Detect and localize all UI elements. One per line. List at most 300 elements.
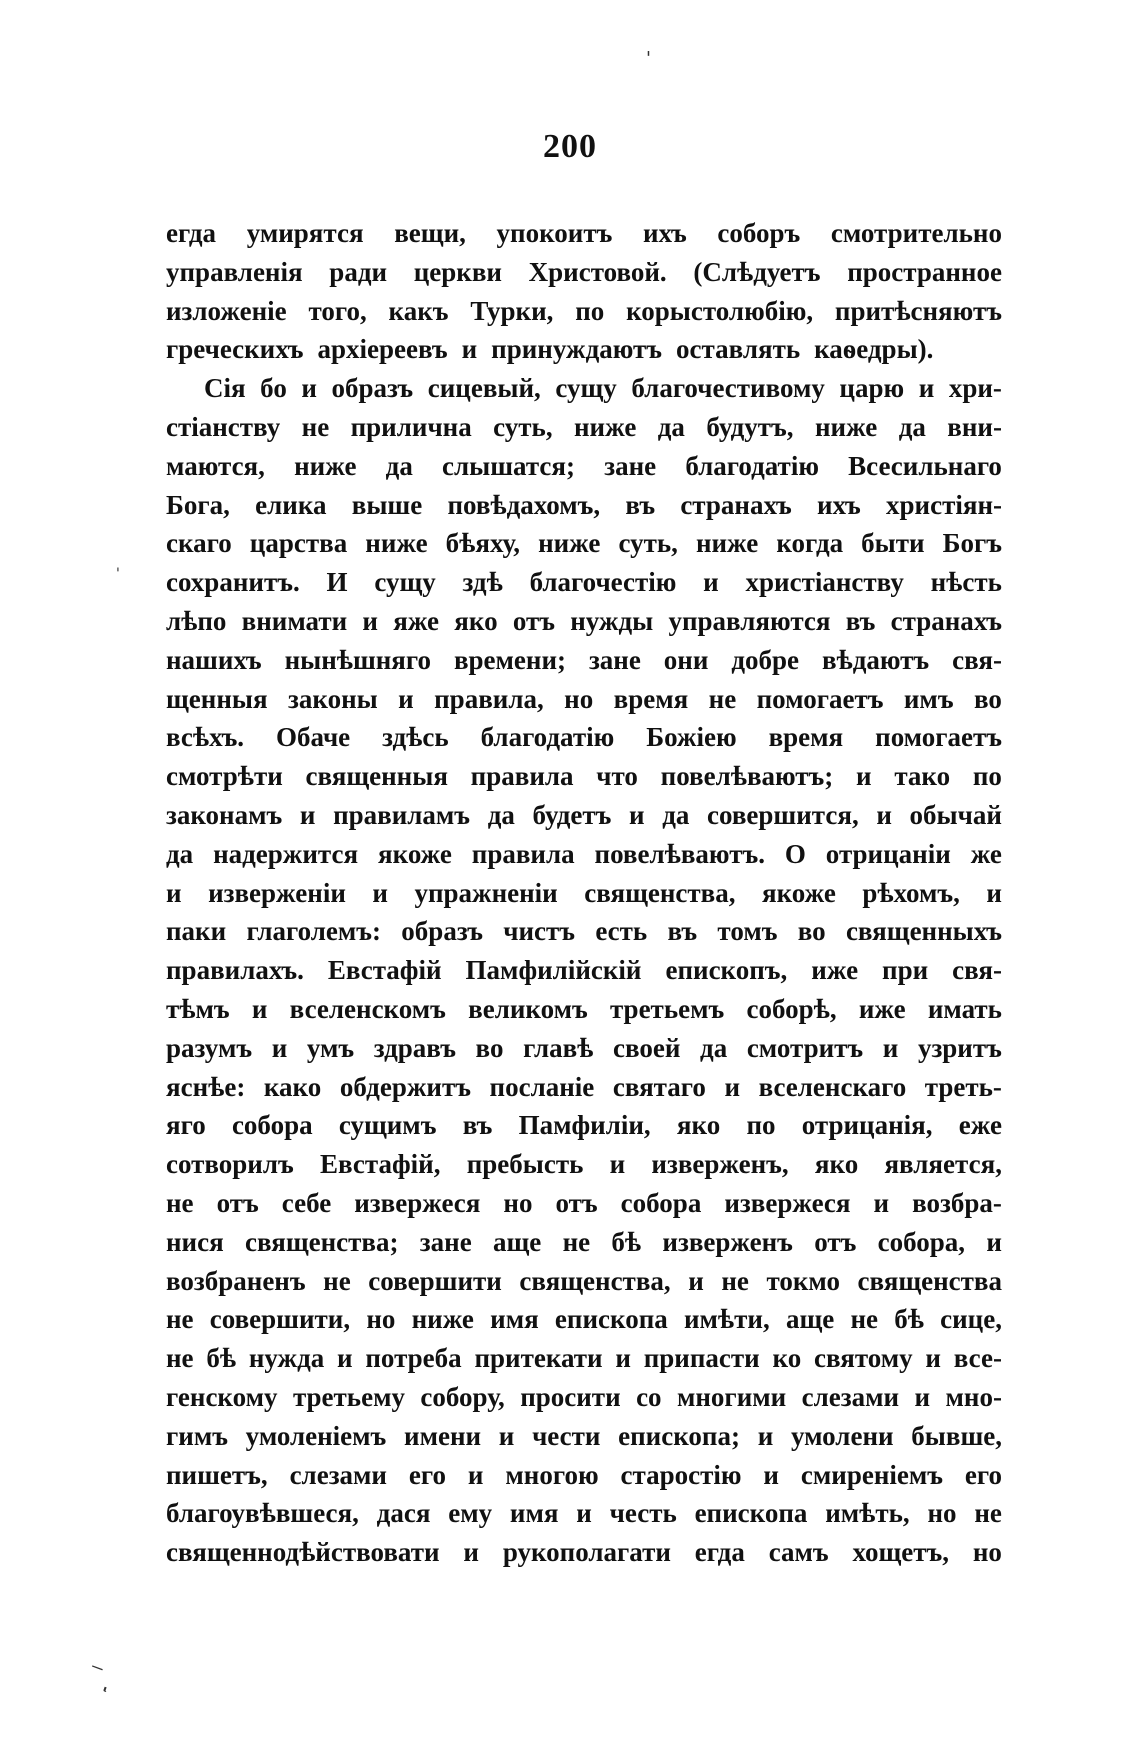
word: паки <box>166 916 227 947</box>
word: да <box>487 799 515 830</box>
word: да <box>657 411 685 442</box>
word: святому <box>814 1343 913 1374</box>
text-line <box>166 645 1002 684</box>
word: соборѣ, <box>746 993 837 1024</box>
word: нынѣшняго <box>284 644 432 675</box>
word: не <box>562 1226 591 1257</box>
word: Турки, <box>470 295 554 326</box>
word: и <box>986 877 1002 908</box>
word: сущу <box>374 567 436 598</box>
word: аще <box>785 1304 835 1335</box>
word: его <box>964 1459 1002 1490</box>
word: обычай <box>909 799 1002 830</box>
word: они <box>663 644 709 675</box>
text-line <box>166 296 1002 335</box>
word: якоже <box>378 838 452 869</box>
word: благочестивому <box>631 373 825 404</box>
word: прилична <box>350 411 472 442</box>
word: лѣпо <box>166 605 227 636</box>
word: во <box>974 683 1002 714</box>
text-line <box>166 1149 1002 1188</box>
word: помогаетъ <box>875 722 1002 753</box>
word: священнодѣйствовати <box>166 1537 440 1568</box>
word: генскому <box>166 1381 278 1412</box>
word: епископа <box>694 1498 808 1529</box>
word: и <box>463 1537 479 1568</box>
word: время <box>613 683 689 714</box>
word: совершити <box>368 1265 502 1296</box>
word: отъ <box>555 1187 598 1218</box>
word: Памфилійскій <box>465 955 642 986</box>
word: упражненіи <box>414 877 558 908</box>
word: пишетъ, <box>166 1459 268 1490</box>
word: тѣмъ <box>166 993 230 1024</box>
text-line <box>166 373 1002 412</box>
text-line <box>166 1460 1002 1499</box>
word: многою <box>505 1459 599 1490</box>
word: святаго <box>612 1071 706 1102</box>
word: архіереевъ <box>317 334 448 365</box>
word: иже <box>858 993 906 1024</box>
word: Богъ <box>942 528 1002 559</box>
word: благодатію <box>685 450 819 481</box>
word: разумъ <box>166 1032 253 1063</box>
word: бывше, <box>911 1420 1002 1451</box>
word: странахъ <box>890 605 1002 636</box>
word: повелѣваютъ; <box>660 761 834 792</box>
text-line <box>166 528 1002 567</box>
scan-speck-bottom-left: ⁻ͺ <box>83 1654 122 1695</box>
word: но <box>972 1537 1002 1568</box>
word: пребысть <box>466 1149 584 1180</box>
word: въ <box>667 916 698 947</box>
word: слышатся; <box>442 450 576 481</box>
scan-speck-margin: ' <box>116 566 120 582</box>
word: и <box>251 993 268 1024</box>
text-line <box>166 955 1002 994</box>
word: но <box>503 1187 533 1218</box>
word: умоленіемъ <box>245 1420 387 1451</box>
word: не <box>166 1304 194 1335</box>
word: бѣ <box>206 1343 237 1374</box>
word: священства <box>857 1265 1002 1296</box>
text-line <box>166 1072 1002 1111</box>
word: благодатію <box>480 722 615 753</box>
text-line <box>166 878 1002 917</box>
word: извержеся <box>354 1187 481 1218</box>
word: зане <box>419 1226 472 1257</box>
word: и <box>615 1343 631 1374</box>
word: иже <box>811 955 859 986</box>
word: того, <box>308 295 367 326</box>
word: каѳедры). <box>814 334 934 365</box>
word: есть <box>595 916 648 947</box>
word: выше <box>351 489 423 520</box>
word: имени <box>404 1420 482 1451</box>
word: яже <box>393 605 440 636</box>
word: но <box>564 683 594 714</box>
word: правила, <box>434 683 544 714</box>
word: быти <box>861 528 925 559</box>
word: чести <box>532 1420 601 1451</box>
word: и <box>876 799 892 830</box>
word: умъ <box>306 1032 355 1063</box>
word: яко <box>814 1149 859 1180</box>
word: Памфиліи, <box>518 1110 651 1141</box>
word: сице, <box>940 1304 1002 1335</box>
text-line <box>166 1188 1002 1227</box>
word: греческихъ <box>166 334 304 365</box>
word: ниже <box>365 528 428 559</box>
word: и <box>301 373 317 404</box>
word: здѣсь <box>382 722 449 753</box>
word: и <box>629 799 645 830</box>
word: токмо <box>766 1265 840 1296</box>
word: суть, <box>618 528 678 559</box>
word: Евстафій <box>327 955 442 986</box>
word: какъ <box>388 295 449 326</box>
word: и <box>299 799 316 830</box>
word: (Слѣдуетъ <box>693 256 821 287</box>
word: священныя <box>305 761 448 792</box>
word: якоже <box>761 877 836 908</box>
word: треть- <box>924 1071 1002 1102</box>
word: во <box>797 916 826 947</box>
word: еже <box>958 1110 1002 1141</box>
word: отрицанія, <box>801 1110 933 1141</box>
word: яко <box>454 605 498 636</box>
word: свя- <box>952 644 1002 675</box>
word: соборъ <box>717 218 801 248</box>
word: церкви <box>413 256 502 287</box>
word: совершится, <box>707 799 859 830</box>
word: ниже <box>411 1304 474 1335</box>
text-line <box>166 1033 1002 1072</box>
word: со <box>636 1381 662 1412</box>
word: и <box>372 877 388 908</box>
word: посланіе <box>489 1071 595 1102</box>
word: зане <box>588 644 641 675</box>
word: обдержитъ <box>339 1071 471 1102</box>
word: повѣдахомъ, <box>447 489 601 520</box>
word: имѣть, <box>825 1498 910 1529</box>
word: вѣдаютъ <box>821 644 930 675</box>
word: бѣ <box>894 1304 924 1335</box>
word: да <box>166 838 194 869</box>
word: не <box>850 1304 878 1335</box>
text-line <box>166 412 1002 451</box>
word: собору, <box>420 1381 505 1412</box>
word: и <box>609 1149 626 1180</box>
word: возбраненъ <box>166 1265 306 1296</box>
word: правиламъ <box>333 799 471 830</box>
word: благоувѣвшеся, <box>166 1498 359 1529</box>
word: и <box>498 1420 515 1451</box>
word: образъ <box>331 373 414 404</box>
word: имѣти, <box>683 1304 770 1335</box>
word: корыстолюбію, <box>626 295 814 326</box>
word: но <box>366 1304 396 1335</box>
word: хри- <box>948 373 1002 404</box>
word: яко <box>676 1110 721 1141</box>
word: Евстафій, <box>319 1149 441 1180</box>
word: отрицаніи <box>825 838 951 869</box>
word: смиреніемъ <box>800 1459 943 1490</box>
text-line <box>166 1537 1002 1576</box>
word: и <box>925 1343 941 1374</box>
word: главѣ <box>523 1032 594 1063</box>
word: имать <box>927 993 1002 1024</box>
word: и <box>724 1071 740 1102</box>
word: стіанству <box>166 411 281 442</box>
word: рѣхомъ, <box>862 877 960 908</box>
word: не <box>301 411 330 442</box>
word: нися <box>166 1226 224 1257</box>
word: извержеся <box>724 1187 851 1218</box>
word: притекати <box>474 1343 603 1374</box>
word: и <box>461 334 478 365</box>
text-line <box>166 1382 1002 1421</box>
word: въ <box>625 489 656 520</box>
word: старостію <box>620 1459 742 1490</box>
word: не <box>166 1187 194 1218</box>
word: ниже <box>574 411 637 442</box>
word: како <box>263 1071 322 1102</box>
text-line <box>166 451 1002 490</box>
word: чистъ <box>503 916 576 947</box>
word: Обаче <box>276 722 351 753</box>
word: отъ <box>814 1226 857 1257</box>
word: ихъ <box>816 489 861 520</box>
word: умолени <box>790 1420 894 1451</box>
word: всѣхъ. <box>166 722 245 753</box>
text-line <box>166 916 1002 955</box>
word: имя <box>490 1304 539 1335</box>
word: Бога, <box>166 489 230 520</box>
word: маются, <box>166 450 265 481</box>
word: своей <box>613 1032 681 1063</box>
word: совершити, <box>209 1304 351 1335</box>
word: оставлять <box>676 334 801 365</box>
text-line <box>166 684 1002 723</box>
word: Всесильнаго <box>848 450 1002 481</box>
word: тако <box>894 761 951 792</box>
word: елика <box>255 489 327 520</box>
word: смотрѣти <box>166 761 283 792</box>
word: здравъ <box>373 1032 456 1063</box>
word: помогаетъ <box>756 683 884 714</box>
word: и <box>166 877 182 908</box>
page-number: 200 <box>543 128 597 165</box>
word: и <box>763 1459 779 1490</box>
text-line <box>166 257 1002 296</box>
word: ниже <box>538 528 601 559</box>
word: потреба <box>365 1343 462 1374</box>
word: нашихъ <box>166 644 262 675</box>
word: и <box>576 1498 592 1529</box>
word: и <box>918 373 935 404</box>
word: самъ <box>768 1537 829 1568</box>
word: отъ <box>512 605 555 636</box>
word: и <box>914 1381 931 1412</box>
word: дася <box>376 1498 431 1529</box>
word: и <box>271 1032 288 1063</box>
word: честь <box>609 1498 677 1529</box>
word: вни- <box>947 411 1002 442</box>
word: правила <box>470 761 574 792</box>
word: и <box>856 761 872 792</box>
word: собора <box>231 1110 313 1141</box>
scan-speck-top: ' <box>646 48 651 69</box>
word: ко <box>772 1343 802 1374</box>
text-line <box>166 994 1002 1033</box>
word: управляются <box>668 605 831 636</box>
body-text <box>166 218 1002 1576</box>
word: не <box>166 1343 194 1374</box>
word: И <box>326 567 348 598</box>
word: не <box>323 1265 351 1296</box>
word: слезами <box>801 1381 900 1412</box>
word: изверженъ, <box>651 1149 789 1180</box>
word: аще <box>492 1226 542 1257</box>
word: вещи, <box>394 218 466 248</box>
word: егда <box>166 218 217 248</box>
word: надержится <box>213 838 359 869</box>
word: сущу <box>555 373 617 404</box>
text-line <box>166 1110 1002 1149</box>
word: и <box>986 1226 1002 1257</box>
word: гимъ <box>166 1420 228 1451</box>
word: отъ <box>216 1187 259 1218</box>
word: что <box>596 761 638 792</box>
word: глаголемъ: <box>246 916 381 947</box>
word: да <box>662 799 690 830</box>
word: Христовой. <box>528 256 667 287</box>
text-line <box>166 1421 1002 1460</box>
word: принуждаютъ <box>491 334 663 365</box>
word: смотритъ <box>746 1032 864 1063</box>
word: по <box>972 761 1002 792</box>
word: законамъ <box>166 799 283 830</box>
word: законы <box>288 683 378 714</box>
word: все- <box>953 1343 1002 1374</box>
word: себе <box>281 1187 332 1218</box>
word: правилахъ. <box>166 955 304 986</box>
word: и <box>873 1187 890 1218</box>
word: и <box>757 1420 774 1451</box>
word: имъ <box>903 683 954 714</box>
word: изложеніе <box>166 295 287 326</box>
word: скаго <box>166 528 232 559</box>
word: суть, <box>493 411 553 442</box>
word: же <box>970 838 1002 869</box>
word: епископъ, <box>665 955 788 986</box>
word: да <box>898 411 926 442</box>
word: благочестію <box>529 567 677 598</box>
text-line <box>166 839 1002 878</box>
word: въ <box>845 605 876 636</box>
text-line <box>166 722 1002 761</box>
word: сохранитъ. <box>166 567 300 598</box>
word: ради <box>329 256 388 287</box>
word: Божіею <box>646 722 737 753</box>
word: изверженіи <box>208 877 346 908</box>
word: епископа; <box>618 1420 740 1451</box>
word: времени; <box>453 644 567 675</box>
word: просити <box>520 1381 621 1412</box>
word: управленія <box>166 256 303 287</box>
word: царства <box>249 528 348 559</box>
word: узритъ <box>917 1032 1002 1063</box>
word: не <box>974 1498 1002 1529</box>
word: ниже <box>695 528 759 559</box>
word: по <box>746 1110 776 1141</box>
word: здѣ <box>462 567 503 598</box>
text-line <box>166 1266 1002 1305</box>
word: священныхъ <box>845 916 1002 947</box>
word: собора, <box>877 1226 966 1257</box>
word: вселенскаго <box>758 1071 907 1102</box>
word: упокоитъ <box>496 218 613 248</box>
word: да <box>700 1032 728 1063</box>
word: въ <box>462 1110 493 1141</box>
word: и <box>882 1032 899 1063</box>
word: великомъ <box>468 993 588 1024</box>
word: не <box>721 1265 749 1296</box>
word: правила <box>471 838 575 869</box>
text-line <box>166 606 1002 645</box>
word: ему <box>448 1498 493 1529</box>
word: и <box>467 1459 484 1490</box>
word: бо <box>260 373 287 404</box>
text-line <box>166 218 1002 257</box>
word: и <box>362 605 378 636</box>
word: яго <box>166 1110 206 1141</box>
word: христіанству <box>745 567 904 598</box>
word: имя <box>509 1498 559 1529</box>
word: собора <box>620 1187 702 1218</box>
word: но <box>927 1498 957 1529</box>
word: пространное <box>847 256 1002 287</box>
word: по <box>575 295 605 326</box>
word: епископа <box>554 1304 668 1335</box>
word: добре <box>731 644 800 675</box>
word: сицевый, <box>427 373 541 404</box>
word: хощетъ, <box>852 1537 950 1568</box>
word: ниже <box>814 411 878 442</box>
word: егда <box>694 1537 745 1568</box>
word: странахъ <box>680 489 792 520</box>
word: во <box>475 1032 504 1063</box>
word: ихъ <box>642 218 687 248</box>
word: будетъ <box>532 799 612 830</box>
word: нѣсть <box>930 567 1002 598</box>
word: и <box>337 1343 353 1374</box>
word: щенныя <box>166 683 268 714</box>
text-line <box>166 1304 1002 1343</box>
word: слезами <box>289 1459 387 1490</box>
word: нужда <box>248 1343 325 1374</box>
word: его <box>408 1459 446 1490</box>
word: бѣ <box>611 1226 642 1257</box>
word: повелѣваютъ. <box>594 838 765 869</box>
word: нужды <box>570 605 654 636</box>
text-line <box>166 490 1002 529</box>
word: внимати <box>241 605 348 636</box>
word: яснѣе: <box>166 1071 246 1102</box>
word: свя- <box>952 955 1002 986</box>
text-line <box>166 1227 1002 1266</box>
